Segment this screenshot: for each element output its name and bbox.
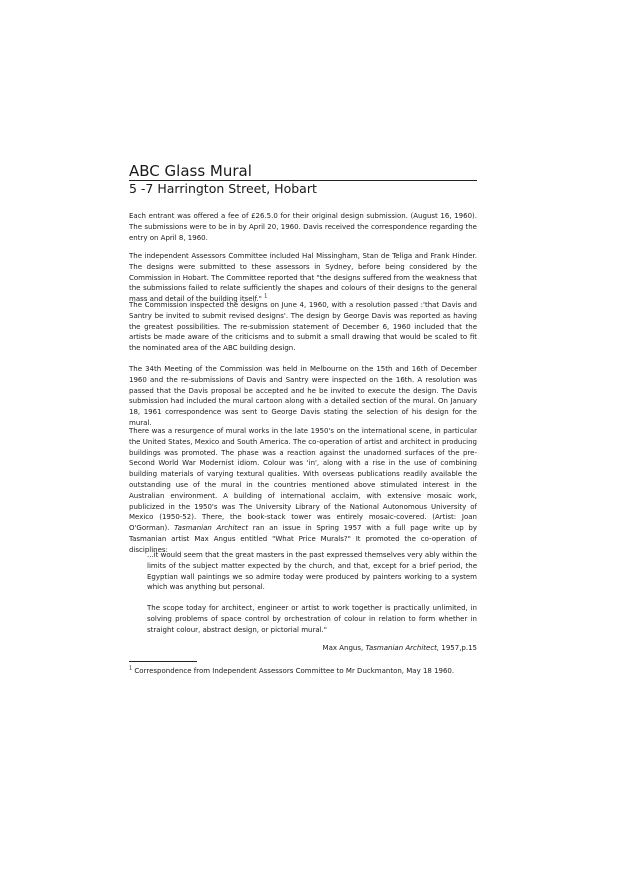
page-subtitle: 5 -7 Harrington Street, Hobart (129, 181, 317, 196)
attribution-date: 1957,p.15 (441, 644, 477, 652)
blockquote-paragraph-2: The scope today for architect, engineer or artist to work together is practically unlimited, in solving problems of space control by orchestration of colour in relation to form whether in straight colour, abstract design, or pictorial mural." (147, 604, 477, 634)
attribution-publication: Tasmanian Architect, (365, 644, 440, 652)
paragraph-34th-meeting: The 34th Meeting of the Commission was held in Melbourne on the 15th and 16th of December 1960 and the re-submissions of Davis and Santry were inspected on the 16th. A resolution was passed that the Davis proposal be accepted and he be invited to execute the design. The Davis submission had included the mural cartoon along with a detailed section of the mural. On January 18, 1961 correspondence was sent to George Davis stating the selection of his design for the mural. (129, 365, 477, 427)
footnote-marker: 1 (129, 665, 133, 672)
paragraph-mural-resurgence-tail: ran an issue in Spring 1957 with a full page write up by Tasmanian artist Max Angus entitled "What Price Murals?" It promoted the co-operation of disciplines: (129, 524, 477, 554)
paragraph-assessors-text: The independent Assessors Committee included Hal Missingham, Stan de Teliga and Frank Hinder. The designs were submitted to these assessors in Sydney, before being considered by the Commission in Hobart. The Committee reported that "the designs suffered from the weakness that the submissions failed to relate sufficiently the shapes and colours of their designs to the general mass and detail of the building itself." (129, 252, 477, 304)
page-title: ABC Glass Mural (129, 162, 252, 180)
attribution-author: Max Angus, (322, 644, 364, 652)
paragraph-assessors (129, 251, 477, 305)
paragraph-mural-resurgence (129, 426, 477, 556)
paragraph-commission-inspection: The Commission inspected the designs on June 4, 1960, with a resolution passed :'that Davis and Santry be invited to submit revised designs'. The design by George Davis was reported as having the greatest possibilities. The re-submission statement of December 6, 1960 included that the artists be made aware of the criticisms and to submit a small drawing that would be scaled to fit the nominated area of the ABC building design. (129, 301, 477, 353)
paragraph-entry-fee: Each entrant was offered a fee of £26.5.0 for their original design submission. (August 16, 1960). The submissions were to be in by April 20, 1960. Davis received the correspondence regarding the entry on April 8, 1960. (129, 212, 477, 242)
footnote (129, 666, 477, 677)
paragraph-mural-resurgence-text: There was a resurgence of mural works in the late 1950's on the international scene, in particular the United States, Mexico and South America. The co-operation of artist and architect in producing buildings was promoted. The phase was a reaction against the unadorned surfaces of the pre-Second World War Modernist idiom. Colour was 'in', along with a rise in the use of combining building materials of varying textural qualities. With overseas publications readily available the outstanding use of the mural in the countries mentioned above stimulated interest in the Australian environment. A building of international acclaim, with extensive mosaic work, publicized in the 1950's was The University Library of the National Autonomous University of Mexico (1950-52). There, the book-stack tower was entirely mosaic-covered. (Artist: Joan O'Gorman). (129, 427, 477, 533)
footnote-divider (129, 661, 197, 662)
footnote-text: Correspondence from Independent Assessors Committee to Mr Duckmanton, May 18 1960. (134, 667, 455, 675)
quote-attribution (147, 643, 477, 654)
footnote-ref: 1 (264, 293, 268, 300)
publication-title: Tasmanian Architect (174, 524, 249, 533)
blockquote-paragraph-1: ...it would seem that the great masters in the past expressed themselves very ably within the limits of the subject matter expected by the church, and that, except for a brief period, the Egyptian wall paintings we so admire today were produced by painters working to a system which was anything but personal. (147, 551, 477, 592)
